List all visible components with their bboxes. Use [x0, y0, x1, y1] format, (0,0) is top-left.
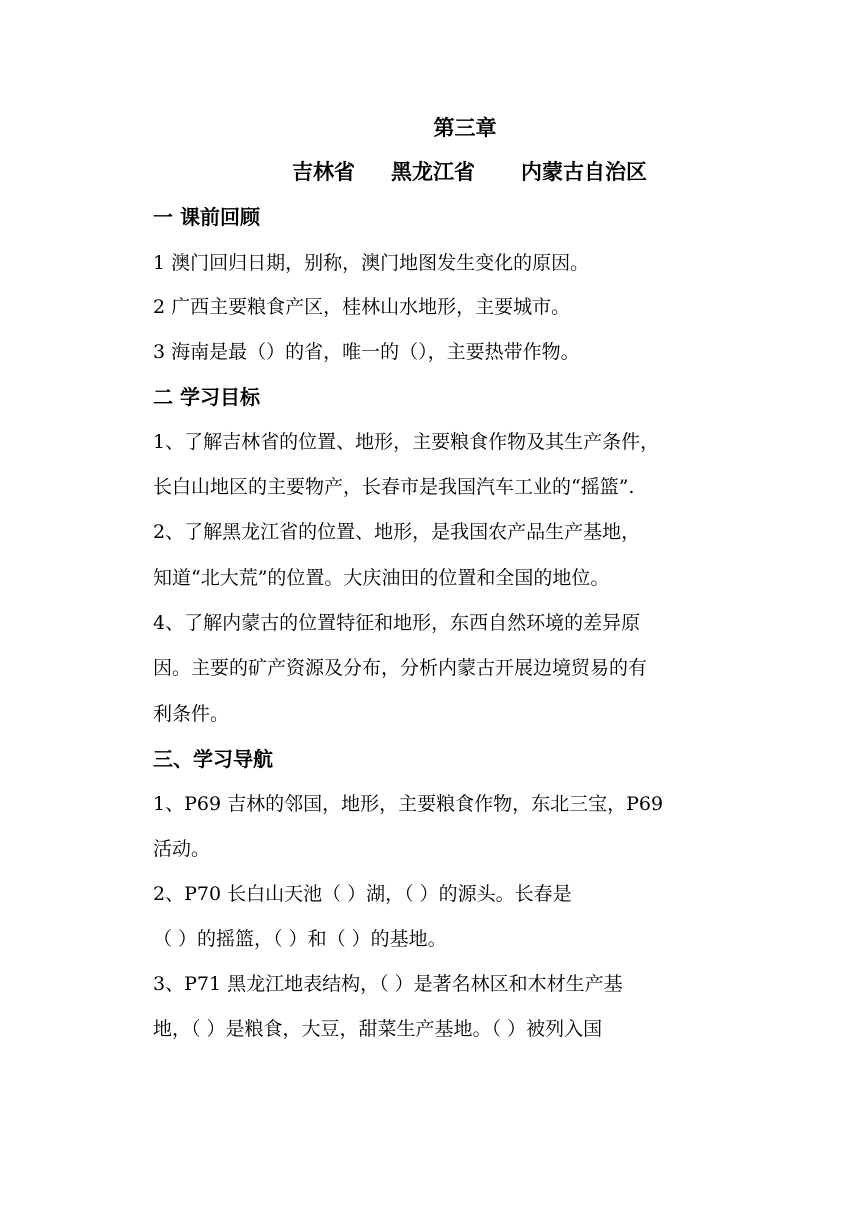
goal-line-4: 知道“北大荒”的位置。大庆油田的位置和全国的地位。 — [153, 567, 610, 589]
section-heading-goals: 二 学习目标 — [153, 385, 260, 409]
subtitle-inner-mongolia: 内蒙古自治区 — [521, 160, 647, 184]
review-line-3: 3 海南是最（）的省，唯一的（），主要热带作物。 — [153, 341, 580, 363]
goal-line-1: 1、了解吉林省的位置、地形，主要粮食作物及其生产条件， — [153, 431, 660, 453]
goal-line-3: 2、了解黑龙江省的位置、地形，是我国农产品生产基地， — [153, 521, 641, 543]
guide-line-2: 活动。 — [153, 838, 211, 860]
guide-line-6: 地，（ ）是粮食，大豆，甜菜生产基地。（ ）被列入国 — [153, 1018, 603, 1040]
chapter-title: 第三章 — [433, 116, 497, 140]
review-line-1: 1 澳门回归日期，别称，澳门地图发生变化的原因。 — [153, 252, 590, 274]
chapter-subtitle — [292, 158, 647, 186]
guide-line-1: 1、P69 吉林的邻国，地形，主要粮食作物，东北三宝，P69 — [153, 793, 664, 815]
subtitle-jilin: 吉林省 — [292, 160, 355, 184]
guide-line-4: （ ）的摇篮，（ ）和（ ）的基地。 — [153, 928, 447, 950]
section-heading-guide: 三、学习导航 — [153, 747, 273, 771]
guide-line-3: 2、P70 长白山天池（ ）湖，（ ）的源头。长春是 — [153, 883, 572, 905]
review-line-2: 2 广西主要粮食产区，桂林山水地形，主要城市。 — [153, 296, 571, 318]
goal-line-6: 因。主要的矿产资源及分布，分析内蒙古开展边境贸易的有 — [153, 657, 648, 679]
goal-line-5: 4、了解内蒙古的位置特征和地形，东西自然环境的差异原 — [153, 612, 641, 634]
goal-line-2: 长白山地区的主要物产，长春市是我国汽车工业的“摇篮”. — [153, 476, 635, 498]
section-heading-review: 一 课前回顾 — [153, 205, 260, 229]
goal-line-7: 利条件。 — [153, 703, 230, 725]
guide-line-5: 3、P71 黑龙江地表结构，（ ）是著名林区和木材生产基 — [153, 973, 623, 995]
subtitle-heilongjiang: 黑龙江省 — [391, 160, 475, 184]
